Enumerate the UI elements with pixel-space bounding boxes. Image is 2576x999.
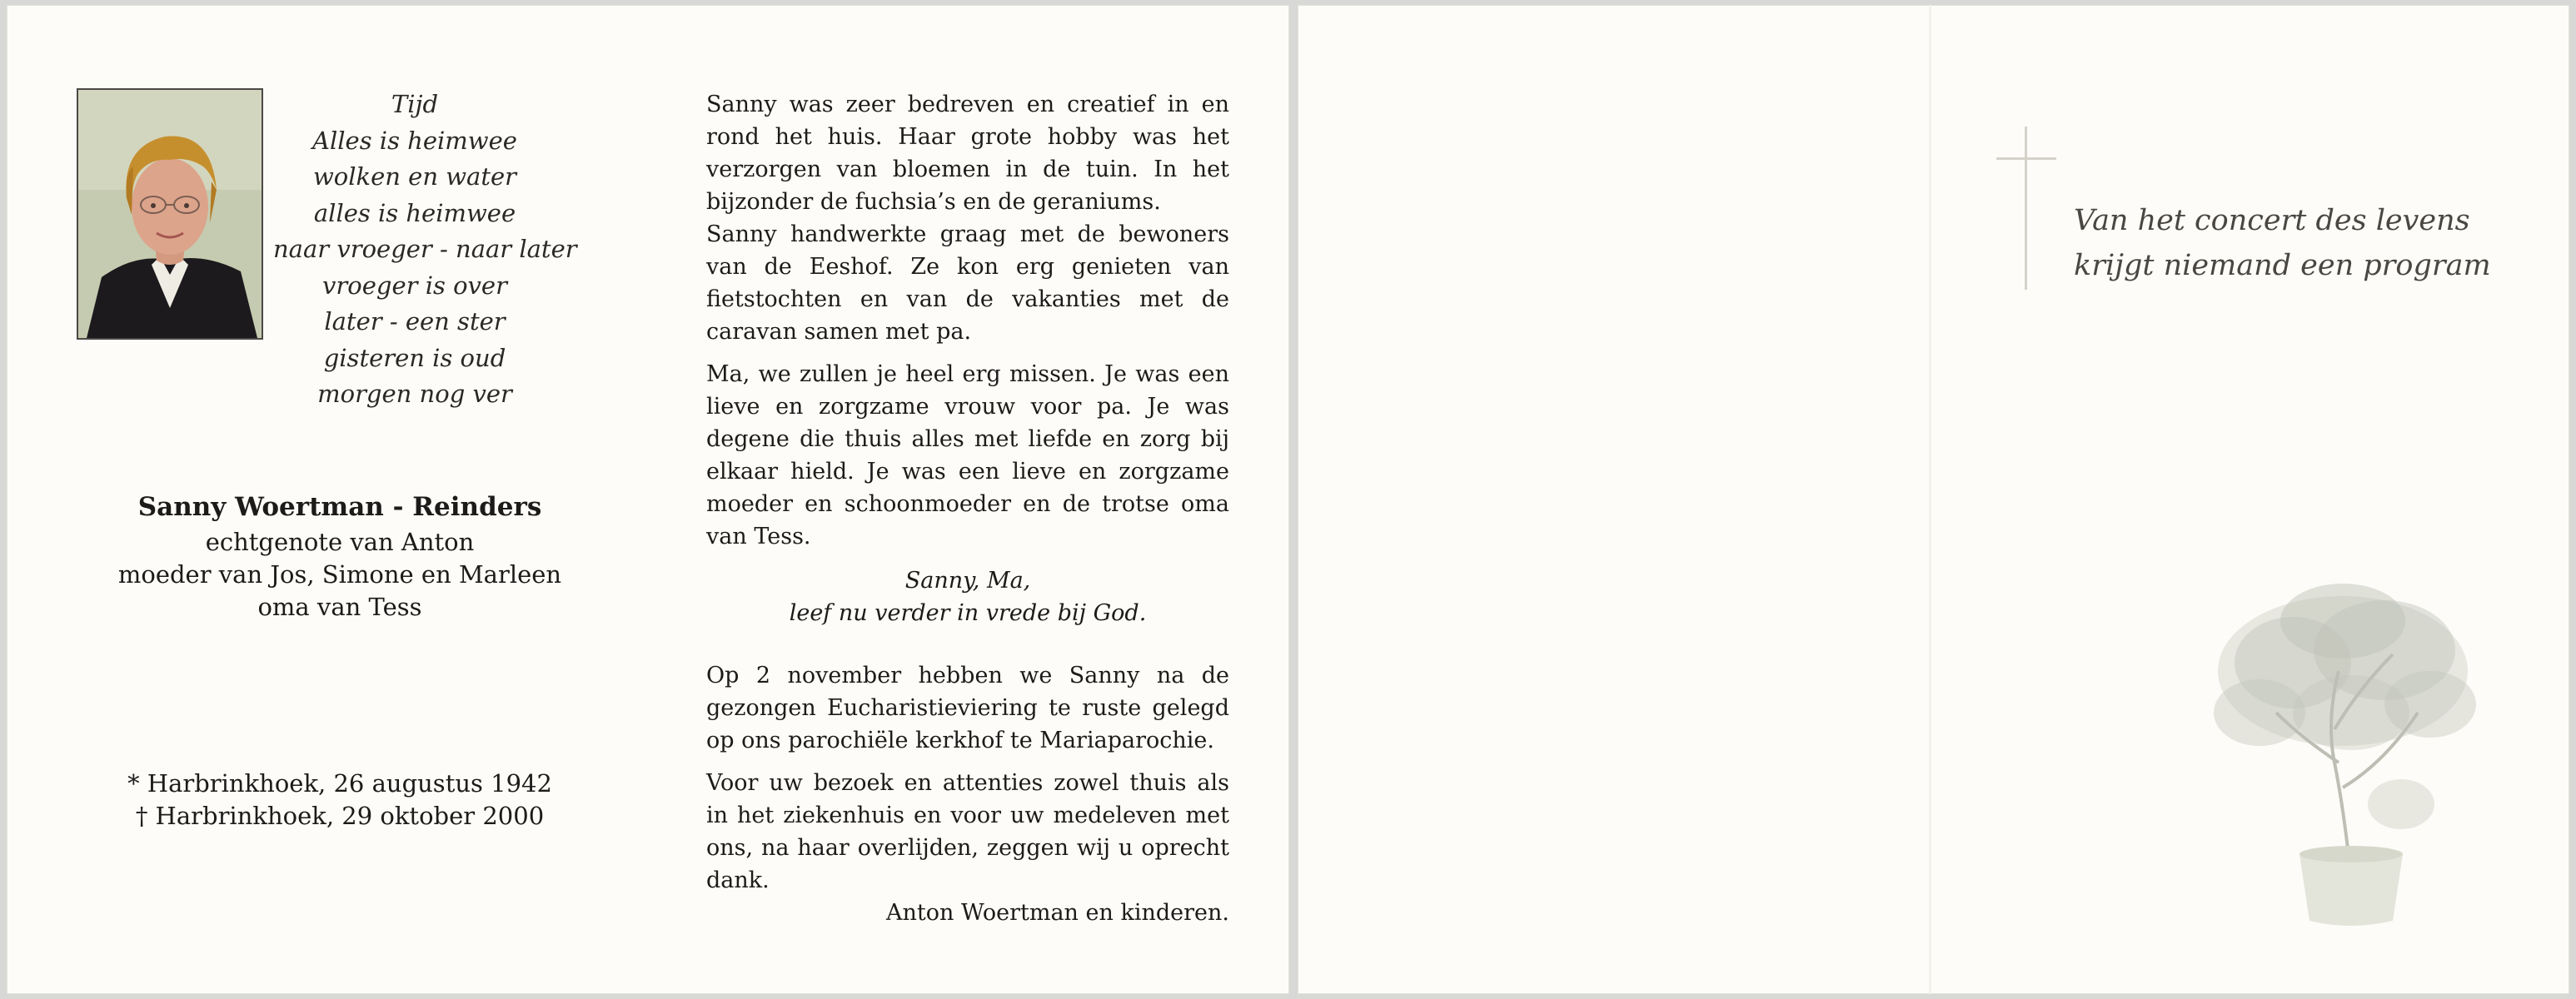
poem (273, 87, 577, 413)
memorial-text (706, 88, 1229, 929)
relation-line: moeder van Jos, Simone en Marleen (117, 560, 562, 589)
poem-line: vroeger is over (322, 271, 507, 300)
life-dates (85, 768, 595, 832)
paragraph: Sanny was zeer bedreven en creatief in en rond het huis. Haar grote hobby was het verzorgen van bloemen in de tuin. In het bijzonder de fuchsia’s en de geraniums. (706, 92, 1229, 215)
death-date: † Harbrinkhoek, 29 oktober 2000 (135, 802, 545, 830)
paragraph: Op 2 november hebben we Sanny na de gezongen Eucharistieviering te ruste gelegd op ons parochiële kerkhof te Mariaparochie. (706, 663, 1229, 753)
fold-line (1929, 5, 1931, 994)
portrait-photo (77, 88, 263, 340)
relation-line: echtgenote van Anton (205, 528, 475, 556)
memorial-card-inside (7, 5, 1289, 994)
back-quote (2074, 198, 2540, 288)
paragraph: Ma, we zullen je heel erg missen. Je was een lieve en zorgzame vrouw voor pa. Je was degene die thuis alles met liefde en zorg bij elkaar hield. Je was een lieve en zorgzame moeder en schoonmoeder en de trotse oma van Tess. (706, 361, 1229, 549)
verse (706, 564, 1229, 629)
poem-line: wolken en water (312, 162, 517, 191)
potted-tree-icon (2201, 571, 2484, 937)
deceased-info (85, 491, 595, 624)
relation-line: oma van Tess (257, 593, 422, 621)
paragraph: Voor uw bezoek en attenties zowel thuis als in het ziekenhuis en voor uw medeleven met ons, na haar overlijden, zeggen wij u oprecht dank. (706, 770, 1229, 893)
quote-line: krijgt niemand een program (2074, 249, 2491, 282)
memorial-card-outside (1298, 5, 2569, 994)
poem-line: later - een ster (324, 307, 506, 335)
poem-line: gisteren is oud (323, 343, 506, 372)
poem-line: Tijd (391, 90, 439, 118)
quote-line: Van het concert des levens (2074, 204, 2470, 237)
verse-line: Sanny, Ma, (904, 568, 1031, 594)
poem-line: alles is heimwee (313, 198, 516, 227)
portrait-image (78, 90, 262, 338)
cross-icon-bar (1996, 157, 2056, 160)
deceased-name: Sanny Woertman - Reinders (137, 492, 542, 522)
verse-line: leef nu verder in vrede bij God. (789, 600, 1147, 626)
signature: Anton Woertman en kinderen. (885, 900, 1229, 926)
poem-line: morgen nog ver (317, 380, 512, 408)
cross-icon (2025, 127, 2027, 290)
birth-date: * Harbrinkhoek, 26 augustus 1942 (127, 769, 552, 798)
paragraph: Sanny handwerkte graag met de bewoners van de Eeshof. Ze kon erg genieten van fietstochten en van de vakanties met de caravan samen met pa. (706, 221, 1229, 345)
poem-line: naar vroeger - naar later (273, 235, 577, 263)
poem-line: Alles is heimwee (312, 126, 517, 155)
